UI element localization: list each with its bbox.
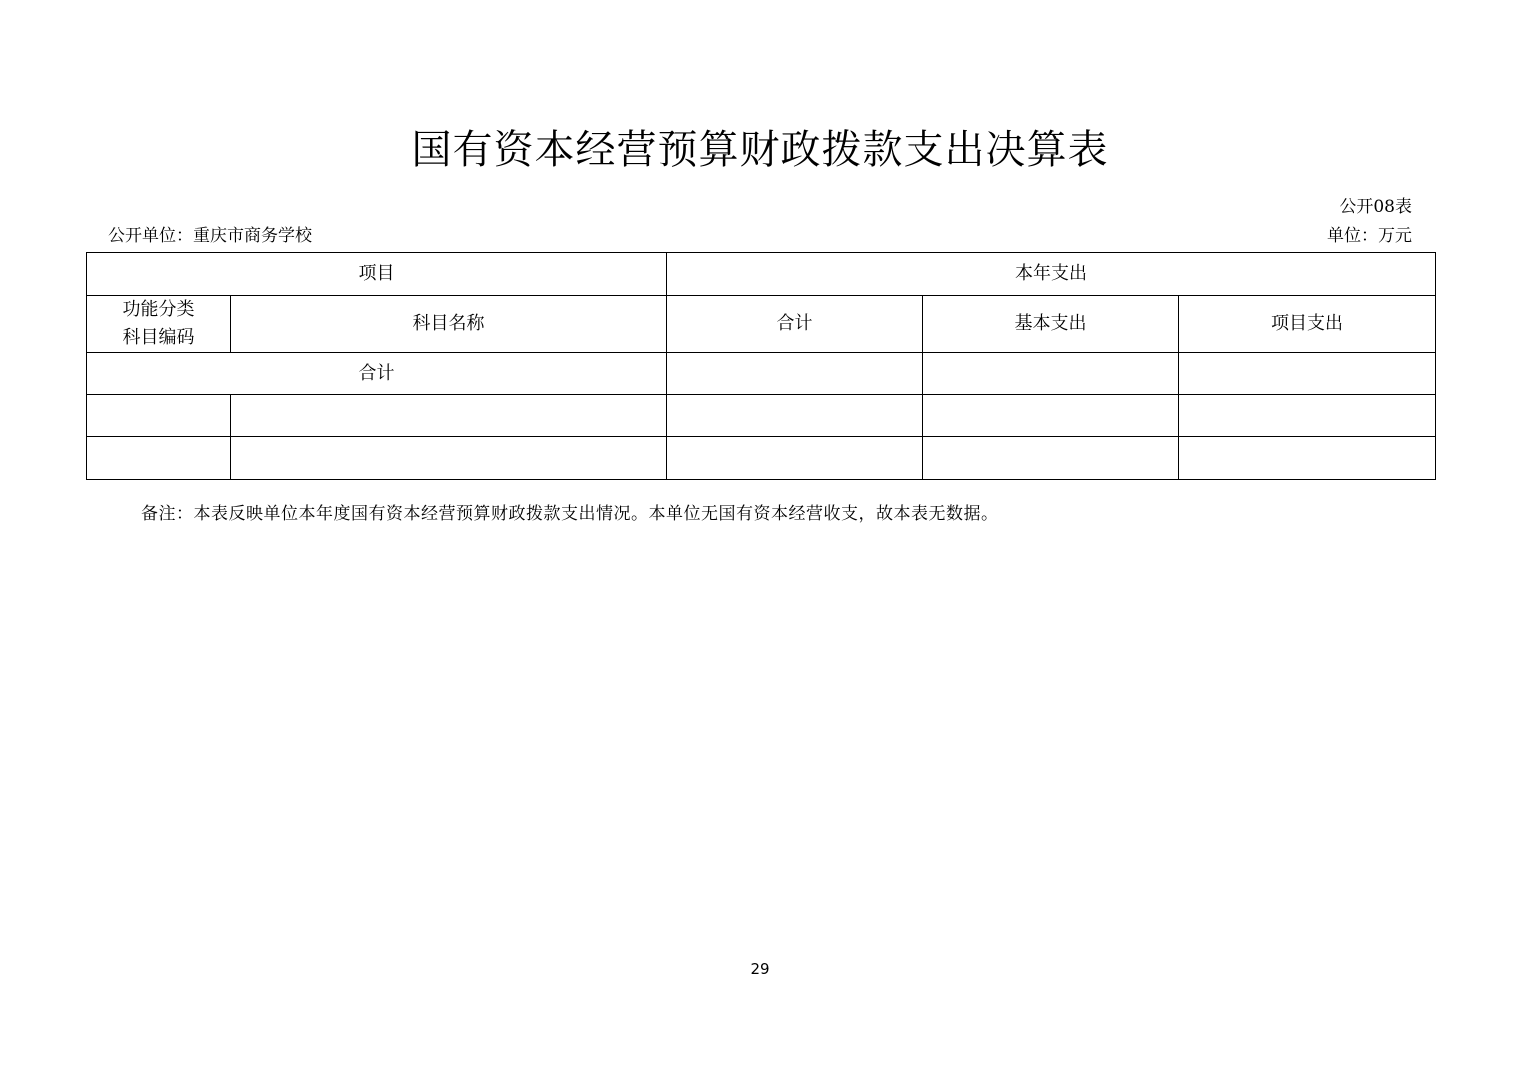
header-row-2 — [87, 296, 1436, 353]
cell-code — [87, 395, 231, 437]
currency-unit: 单位：万元 — [1327, 226, 1412, 246]
header-project: 项目 — [87, 253, 667, 296]
cell-basic — [923, 395, 1179, 437]
cell-code — [87, 437, 231, 480]
total-row-basic — [923, 353, 1179, 395]
cell-name — [231, 437, 667, 480]
total-row-total — [667, 353, 923, 395]
cell-total — [667, 395, 923, 437]
budget-table — [86, 252, 1436, 480]
header-basic-expense: 基本支出 — [923, 296, 1179, 353]
table-row — [87, 395, 1436, 437]
page-number: 29 — [750, 960, 770, 978]
table-row — [87, 437, 1436, 480]
header-year-expense: 本年支出 — [667, 253, 1436, 296]
header-row-1 — [87, 253, 1436, 296]
cell-project — [1179, 395, 1436, 437]
header-total: 合计 — [667, 296, 923, 353]
header-function-code: 功能分类 科目编码 — [87, 296, 231, 353]
total-row-label: 合计 — [87, 353, 667, 395]
header-project-expense: 项目支出 — [1179, 296, 1436, 353]
total-row — [87, 353, 1436, 395]
cell-basic — [923, 437, 1179, 480]
page-title: 国有资本经营预算财政拨款支出决算表 — [411, 127, 1109, 173]
table-number: 公开08表 — [1339, 197, 1412, 217]
publishing-unit: 公开单位：重庆市商务学校 — [108, 226, 312, 246]
total-row-project — [1179, 353, 1436, 395]
header-subject-name: 科目名称 — [231, 296, 667, 353]
cell-name — [231, 395, 667, 437]
footnote: 备注：本表反映单位本年度国有资本经营预算财政拨款支出情况。本单位无国有资本经营收支，故本表无数据。 — [141, 504, 999, 524]
cell-project — [1179, 437, 1436, 480]
cell-total — [667, 437, 923, 480]
